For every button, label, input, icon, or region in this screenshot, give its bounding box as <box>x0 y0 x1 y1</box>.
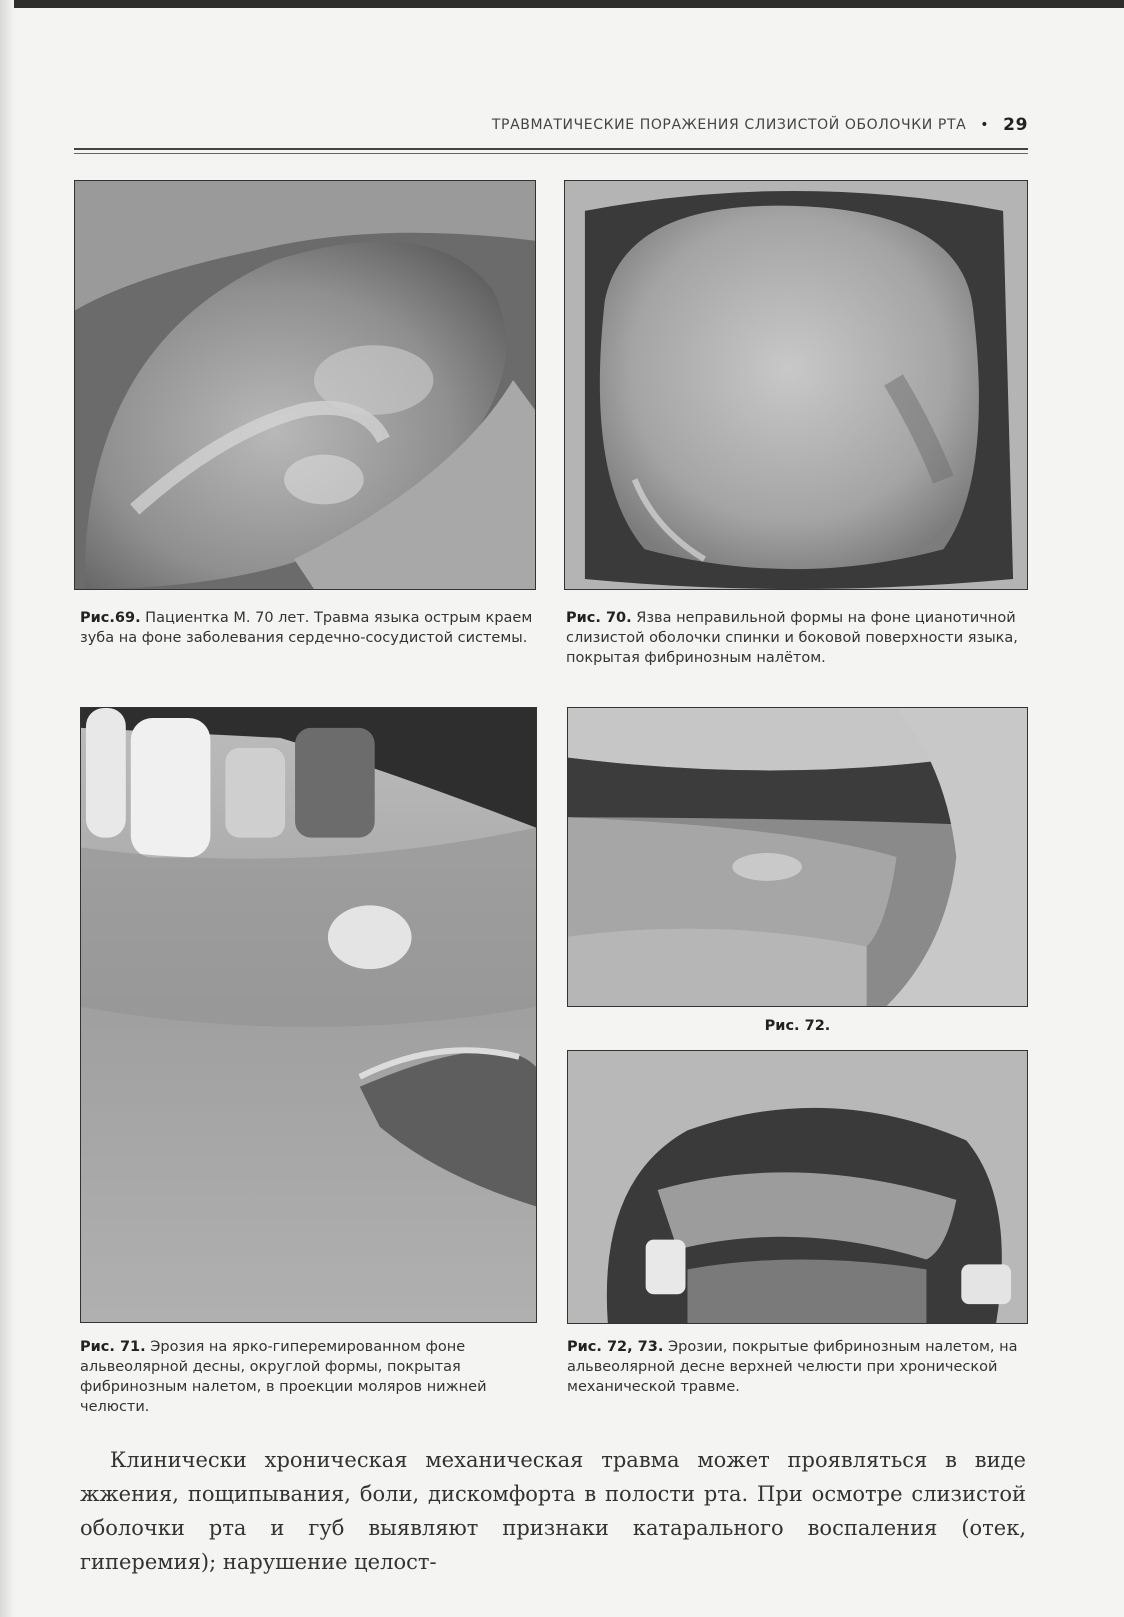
figure-71-text: Эрозия на ярко-гиперемированном фоне альвеолярной десны, округлой формы, покрытая фибринозным налетом, в проекции моляров нижней челюсти. <box>80 1339 487 1415</box>
figure-72-73-caption <box>567 1337 1028 1397</box>
header-rule-thin <box>74 153 1028 154</box>
figure-69-caption <box>80 608 536 648</box>
page-top-edge <box>0 0 1124 8</box>
figure-73-photo <box>567 1050 1028 1324</box>
figure-72-caption <box>567 1016 1028 1036</box>
figure-72-73-text: Эрозии, покрытые фибринозным налетом, на альвеолярной десне верхней челюсти при хронической механической травме. <box>567 1339 1018 1395</box>
figure-71-caption <box>80 1337 537 1417</box>
body-paragraph: Клинически хроническая механическая травма может проявляться в виде жжения, пощипывания, боли, дискомфорта в полости рта. При осмотре слизистой оболочки рта и губ выявляют признаки катарального воспаления (отек, гиперемия); нарушение целост- <box>80 1448 1026 1574</box>
figure-69-photo <box>74 180 536 590</box>
figure-71-label: Рис. 71. <box>80 1339 146 1355</box>
running-header <box>74 112 1028 138</box>
header-rule-thick <box>74 148 1028 150</box>
figure-72-73-label: Рис. 72, 73. <box>567 1339 664 1355</box>
figure-70-caption <box>566 608 1028 668</box>
figure-72-label: Рис. 72. <box>764 1018 831 1034</box>
figure-69-text: Пациентка М. 70 лет. Травма языка острым краем зуба на фоне заболевания сердечно-сосудистой системы. <box>80 610 533 646</box>
page-gutter-shadow <box>0 0 14 1617</box>
figure-70-text: Язва неправильной формы на фоне цианотичной слизистой оболочки спинки и боковой поверхности языка, покрытая фибринозным налётом. <box>566 610 1018 666</box>
running-title: ТРАВМАТИЧЕСКИЕ ПОРАЖЕНИЯ СЛИЗИСТОЙ ОБОЛОЧКИ РТА <box>491 117 967 133</box>
figure-72-photo <box>567 707 1028 1007</box>
page-number: 29 <box>1003 115 1028 135</box>
figure-70-photo <box>564 180 1028 590</box>
figure-69-label: Рис.69. <box>80 610 141 626</box>
header-bullet: • <box>980 117 990 133</box>
figure-71-photo <box>80 707 537 1323</box>
figure-70-label: Рис. 70. <box>566 610 632 626</box>
